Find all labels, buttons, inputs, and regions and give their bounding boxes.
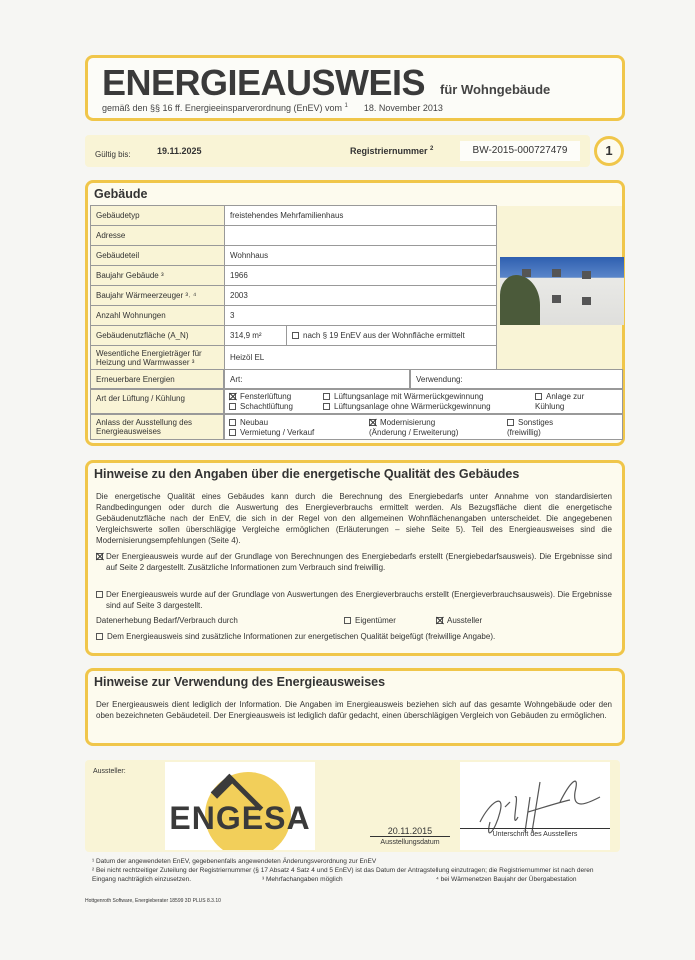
reason-options (224, 414, 623, 440)
checkbox[interactable] (323, 403, 330, 410)
renewable-use: Verwendung: (410, 369, 623, 389)
option-label: Aussteller (447, 616, 483, 625)
option-label: Vermietung / Verkauf (240, 428, 315, 437)
row-label: Gebäudetyp (91, 206, 225, 226)
renewable-type: Art: (224, 369, 410, 389)
option-other[interactable] (507, 418, 577, 438)
footnote-1: ¹ Datum der angewendeten EnEV, gegebenenfalls angewendeten Änderungsverordnung zur EnEV (92, 858, 377, 865)
building-section (85, 180, 625, 446)
option-owner[interactable] (344, 615, 396, 626)
registration-number: BW-2015-000727479 (460, 141, 580, 161)
ventilation-label: Art der Lüftung / Kühlung (90, 389, 224, 414)
ventilation-options (224, 389, 623, 414)
validity-row (85, 135, 590, 167)
reg-label-text: Registriernummer (350, 146, 428, 156)
footnote-ref: 1 (344, 103, 348, 109)
software-note: Hottgenroth Software, Energieberater 18599 3D PLUS 8.3.10 (85, 898, 221, 904)
checkbox[interactable] (323, 393, 330, 400)
header-box (85, 55, 625, 121)
checkbox[interactable] (292, 332, 299, 339)
logo-text: ENGESA (169, 800, 311, 836)
document-title: ENERGIEAUSWEIS (102, 62, 426, 103)
row-value: 3 (225, 306, 497, 326)
option-issuer[interactable] (436, 615, 482, 626)
signature-label: Unterschrift des Ausstellers (460, 828, 610, 838)
option-window-ventilation[interactable] (229, 392, 291, 402)
row-value: 1966 (225, 266, 497, 286)
option-label: Anlage zur Kühlung (535, 392, 585, 411)
option-label: Neubau (240, 418, 269, 427)
option-shaft-ventilation[interactable] (229, 402, 293, 412)
checkbox[interactable] (229, 403, 236, 410)
checkbox-checked[interactable] (96, 553, 103, 560)
law-text: gemäß den §§ 16 ff. Energieeinsparverordnung (EnEV) vom (102, 103, 342, 113)
option-label: Modernisierung (Änderung / Erweiterung) (369, 418, 459, 437)
option-label: Lüftungsanlage mit Wärmerückgewinnung (334, 392, 484, 401)
option-label: Der Energieausweis wurde auf der Grundlage von Berechnungen des Energiebedarfs erstellt (Energiebedarfsausweis). Die Ergebnisse sind auf Seite 2 dargestellt. Zusätzliche Informationen zum Verbrauch sind freiwillig. (106, 552, 612, 572)
issue-date-label: Ausstellungsdatum (380, 839, 440, 846)
option-ventilation-with-recovery[interactable] (323, 392, 483, 402)
building-photo (500, 257, 624, 325)
data-collection-label: Datenerhebung Bedarf/Verbrauch durch (96, 616, 238, 625)
table-row (91, 206, 623, 226)
section-title: Gebäude (94, 187, 148, 201)
usage-text: Der Energieausweis dient lediglich der Information. Die Angaben im Energieausweis beziehen sich auf das gesamte Wohngebäude oder den oben bezeichneten Gebäudeteil. Der Energieausweis ist lediglich dafür gedacht, einen überschlägigen Vergleich von Gebäuden zu ermöglichen. (96, 700, 612, 720)
option-label: Fensterlüftung (240, 392, 292, 401)
row-value: 314,9 m² (225, 326, 287, 346)
reason-label: Anlass der Ausstellung des Energieausweises (90, 414, 224, 440)
checkbox[interactable] (535, 393, 542, 400)
option-label: Dem Energieausweis sind zusätzliche Informationen zur energetischen Qualität beigefügt (freiwillige Angabe). (107, 632, 496, 641)
row-value: Heizöl EL (225, 346, 497, 370)
issue-date: 20.11.2015 (370, 826, 450, 837)
demand-option[interactable] (96, 551, 612, 573)
row-label: Baujahr Wärmeerzeuger ³˒ ⁴ (91, 286, 225, 306)
issuer-section (85, 760, 620, 852)
option-cooling[interactable] (535, 392, 595, 412)
issuer-label: Aussteller: (93, 768, 126, 775)
option-rent-sale[interactable] (229, 428, 314, 438)
usage-section (85, 668, 625, 746)
checkbox-checked[interactable] (229, 393, 236, 400)
checkbox-checked[interactable] (436, 617, 443, 624)
row-label: Baujahr Gebäude ³ (91, 266, 225, 286)
option-label: Der Energieausweis wurde auf der Grundlage von Auswertungen des Energieverbrauchs erstellt (Energieverbrauchsausweis). Die Ergebnisse sind auf Seite 3 dargestellt. (106, 590, 612, 610)
data-collection-row (96, 615, 612, 626)
law-date: 18. November 2013 (363, 103, 443, 113)
checkbox[interactable] (507, 419, 514, 426)
option-new-build[interactable] (229, 418, 268, 428)
consumption-option[interactable] (96, 589, 612, 611)
row-value (225, 226, 497, 246)
row-value: 2003 (225, 286, 497, 306)
law-reference (102, 103, 443, 113)
option-ventilation-without-recovery[interactable] (323, 402, 491, 412)
option-label: Schachtlüftung (240, 402, 293, 411)
living-area-option[interactable] (287, 326, 497, 346)
renewable-label: Erneuerbare Energien (90, 369, 224, 389)
checkbox-checked[interactable] (369, 419, 376, 426)
page-number: 1 (594, 136, 624, 166)
row-value: Wohnhaus (225, 246, 497, 266)
notes-intro: Die energetische Qualität eines Gebäudes kann durch die Berechnung des Energiebedarfs unter Annahme von standardisierten Randbedingungen oder durch die Auswertung des Energieverbrauchs ermittelt werden. Als Bezugsfläche dient die energetische Gebäudenutzfläche nach der EnEV, die sich in der Regel von den allgemeinen Wohnflächenangaben unterscheidet. Die angegebenen Vergleichswerte sollen überschlägige Vergleiche ermöglichen (Erläuterungen – siehe Seite 5). Teil des Energieausweises sind die Modernisierungsempfehlungen (Seite 4). (96, 492, 612, 545)
section-title: Hinweise zur Verwendung des Energieausweises (94, 675, 386, 689)
option-modernisation[interactable] (369, 418, 469, 438)
valid-until-label: Gültig bis: (95, 150, 131, 159)
section-title: Hinweise zu den Angaben über die energetische Qualität des Gebäudes (94, 467, 520, 481)
option-label: Sonstiges (freiwillig) (507, 418, 554, 437)
notes-section (85, 460, 625, 656)
checkbox[interactable] (229, 429, 236, 436)
row-label: Anzahl Wohnungen (91, 306, 225, 326)
row-label: Adresse (91, 226, 225, 246)
row-value: freistehendes Mehrfamilienhaus (225, 206, 497, 226)
option-label: nach § 19 EnEV aus der Wohnfläche ermittelt (303, 331, 465, 340)
building-extra (90, 369, 623, 443)
checkbox[interactable] (229, 419, 236, 426)
row-label: Wesentliche Energieträger für Heizung und Warmwasser ³ (91, 346, 225, 370)
additional-info-option[interactable] (96, 631, 612, 642)
checkbox[interactable] (96, 633, 103, 640)
valid-until-date: 19.11.2025 (157, 146, 202, 156)
footnote-3: ³ Mehrfachangaben möglich (262, 876, 343, 883)
option-label: Lüftungsanlage ohne Wärmerückgewinnung (334, 402, 491, 411)
document-subtitle: für Wohngebäude (440, 82, 551, 97)
option-label: Eigentümer (355, 616, 396, 625)
footnote-ref: 2 (430, 146, 434, 152)
checkbox[interactable] (96, 591, 103, 598)
issuer-logo (165, 762, 315, 850)
registration-label (350, 146, 433, 156)
row-label: Gebäudeteil (91, 246, 225, 266)
row-label: Gebäudenutzfläche (A_N) (91, 326, 225, 346)
checkbox[interactable] (344, 617, 351, 624)
footnote-2: ² Bei nicht rechtzeitiger Zuteilung der Registriernummer (§ 17 Absatz 4 Satz 4 und 5 EnEV) ist das Datum der Antragstellung einzutragen; die Registriernummer ist nach deren Eingang nachträglich einzusetzen. (92, 867, 594, 883)
footnote-4: ⁴ bei Wärmenetzen Baujahr der Übergabestation (432, 875, 576, 884)
